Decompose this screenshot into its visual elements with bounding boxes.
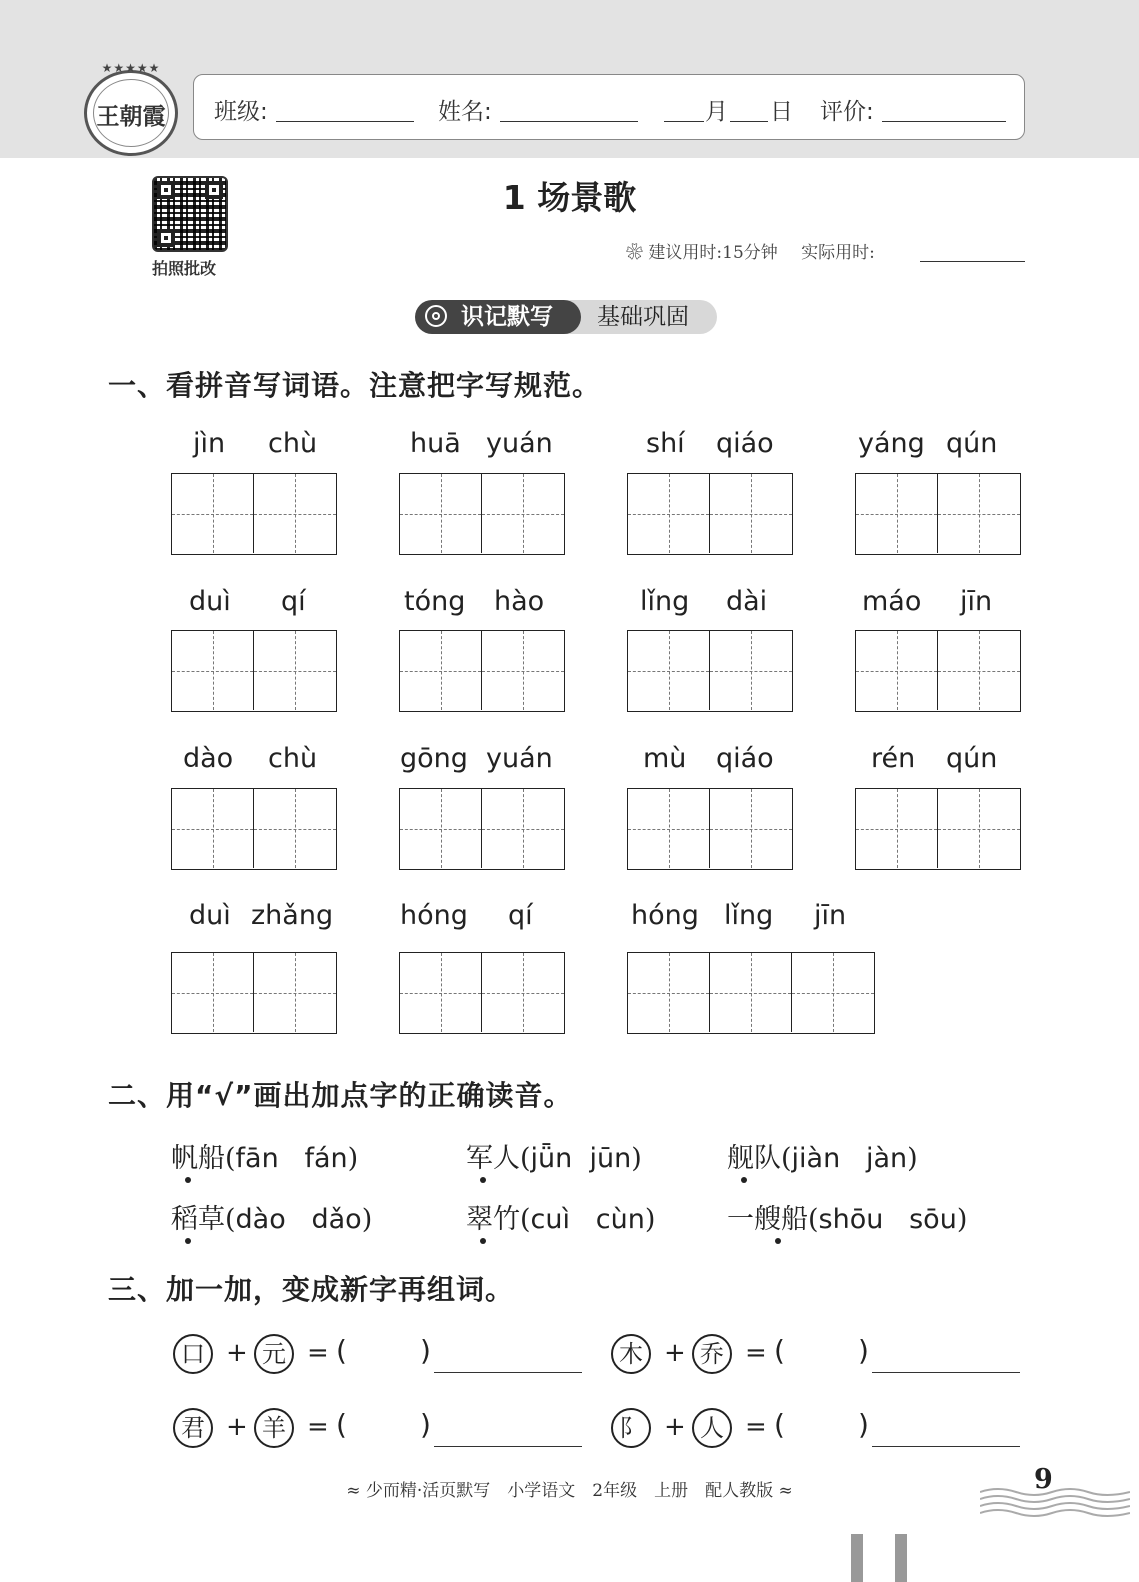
day-field[interactable] [730, 121, 768, 122]
footer-text: ≈ 少而精·活页默写 小学语文 2年级 上册 配人教版 ≈ [346, 1481, 793, 1501]
answer-line[interactable] [872, 1446, 1020, 1447]
answer-line[interactable] [872, 1372, 1020, 1373]
section2-heading: 二、用“√”画出加点字的正确读音。 [108, 1079, 573, 1112]
name-label: 姓名: [438, 99, 492, 125]
pinyin: qún [946, 428, 998, 459]
medal-icon [425, 305, 447, 327]
logo-stars: ★★★★★ [101, 61, 161, 75]
pinyin: máo [862, 586, 922, 617]
equals-sign: = [745, 1338, 767, 1368]
page-title: 1 场景歌 [502, 178, 637, 217]
publisher-logo [84, 61, 178, 156]
option[interactable]: jǖn [530, 1143, 573, 1174]
char-circle: 乔 [692, 1334, 732, 1374]
pinyin: yáng [858, 428, 925, 459]
char-circle: 木 [611, 1334, 651, 1374]
writing-grid[interactable] [171, 473, 337, 555]
pinyin: mù [643, 743, 687, 774]
reading-item: 稻草(dào dǎo) [171, 1204, 373, 1235]
pinyin: qí [508, 900, 533, 931]
option[interactable]: shōu [818, 1204, 884, 1235]
pinyin: huā [410, 428, 461, 459]
close-paren: ) [420, 1408, 431, 1441]
pinyin: jìn [193, 428, 226, 459]
day-label: 日 [770, 99, 793, 125]
char-circle: 羊 [254, 1408, 294, 1448]
open-paren: ( [774, 1408, 785, 1441]
pinyin: yuán [486, 428, 553, 459]
answer-line[interactable] [434, 1372, 582, 1373]
evaluation-label: 评价: [820, 99, 874, 125]
writing-grid[interactable] [171, 952, 337, 1034]
section1-heading: 一、看拼音写词语。注意把字写规范。 [108, 369, 602, 402]
writing-grid[interactable] [855, 473, 1021, 555]
writing-grid[interactable] [399, 788, 565, 870]
pinyin: dào [183, 743, 234, 774]
option[interactable]: fán [304, 1143, 348, 1174]
binding-tab [851, 1534, 863, 1582]
writing-grid[interactable] [399, 630, 565, 712]
equals-sign: = [307, 1338, 329, 1368]
emphasis-dot [741, 1177, 747, 1183]
reading-item: 一艘船(shōu sōu) [727, 1204, 968, 1235]
month-label: 月 [705, 99, 728, 125]
plus-sign: + [226, 1338, 248, 1368]
pinyin: qún [946, 743, 998, 774]
pinyin: qiáo [716, 428, 774, 459]
pinyin: chù [268, 743, 318, 774]
qr-label: 拍照批改 [152, 259, 217, 278]
pinyin: gōng [400, 743, 468, 774]
emphasis-dot [185, 1177, 191, 1183]
close-paren: ) [858, 1408, 869, 1441]
pinyin: qiáo [716, 743, 774, 774]
reading-item: 翠竹(cuì cùn) [466, 1204, 656, 1235]
char-circle: 人 [692, 1408, 732, 1448]
close-paren: ) [420, 1334, 431, 1367]
char-circle: 阝 [611, 1408, 651, 1448]
binding-tab [895, 1534, 907, 1582]
pinyin: shí [646, 428, 685, 459]
pinyin: qí [281, 586, 306, 617]
option[interactable]: jūn [589, 1143, 632, 1174]
char-circle: 君 [173, 1408, 213, 1448]
open-paren: ( [336, 1408, 347, 1441]
suggested-time: 建议用时:15分钟 [648, 243, 778, 263]
pinyin: jīn [960, 586, 993, 617]
pinyin: chù [268, 428, 318, 459]
pinyin: hóng [400, 900, 468, 931]
pinyin: hào [494, 586, 545, 617]
month-field[interactable] [664, 121, 704, 122]
class-field[interactable] [276, 121, 414, 122]
pinyin: hóng [631, 900, 699, 931]
pinyin: lǐng [724, 900, 774, 931]
student-info-box [193, 74, 1025, 140]
logo-text: 王朝霞 [96, 103, 166, 130]
writing-grid[interactable] [627, 473, 793, 555]
char-circle: 口 [173, 1334, 213, 1374]
emphasis-dot [480, 1238, 486, 1244]
open-paren: ( [336, 1334, 347, 1367]
option[interactable]: fān [235, 1143, 279, 1174]
emphasis-dot [480, 1177, 486, 1183]
option[interactable]: cùn [595, 1204, 645, 1235]
plus-sign: + [664, 1338, 686, 1368]
close-paren: ) [858, 1334, 869, 1367]
writing-grid[interactable] [855, 788, 1021, 870]
pinyin: jīn [814, 900, 847, 931]
banner-light: 基础巩固 [565, 300, 717, 334]
section3-heading: 三、加一加，变成新字再组词。 [108, 1273, 515, 1306]
pinyin: tóng [404, 586, 466, 617]
banner-dark: 识记默写 [415, 300, 581, 334]
option[interactable]: dào [235, 1204, 286, 1235]
equals-sign: = [307, 1412, 329, 1442]
writing-grid[interactable] [627, 952, 875, 1034]
page-number: 9 [1034, 1464, 1053, 1495]
char-circle: 元 [254, 1334, 294, 1374]
emphasis-dot [775, 1238, 781, 1244]
plus-sign: + [226, 1412, 248, 1442]
reading-item: 帆船(fān fán) [171, 1143, 359, 1174]
writing-grid[interactable] [399, 473, 565, 555]
option[interactable]: sōu [909, 1204, 957, 1235]
pinyin: yuán [486, 743, 553, 774]
actual-time-field[interactable] [920, 261, 1025, 262]
actual-time-label: 实际用时: [801, 243, 875, 263]
writing-grid[interactable] [627, 630, 793, 712]
plus-sign: + [664, 1412, 686, 1442]
option[interactable]: jàn [865, 1143, 908, 1174]
pinyin: rén [871, 743, 916, 774]
class-label: 班级: [214, 99, 268, 125]
name-field[interactable] [500, 121, 638, 122]
writing-grid[interactable] [855, 630, 1021, 712]
pinyin: zhǎng [251, 900, 334, 931]
clover-icon: ❀ [626, 243, 643, 263]
equals-sign: = [745, 1412, 767, 1442]
pinyin: dài [726, 586, 768, 617]
writing-grid[interactable] [627, 788, 793, 870]
pinyin: duì [189, 586, 231, 617]
reading-item: 舰队(jiàn jàn) [727, 1143, 918, 1174]
option[interactable]: jiàn [791, 1143, 841, 1174]
writing-grid[interactable] [171, 788, 337, 870]
answer-line[interactable] [434, 1446, 582, 1447]
option[interactable]: dǎo [311, 1204, 362, 1235]
writing-grid[interactable] [399, 952, 565, 1034]
writing-grid[interactable] [171, 630, 337, 712]
emphasis-dot [185, 1238, 191, 1244]
wave-decoration-icon [980, 1484, 1130, 1518]
pinyin: duì [189, 900, 231, 931]
open-paren: ( [774, 1334, 785, 1367]
reading-item: 军人(jǖn jūn) [466, 1143, 642, 1174]
pinyin: lǐng [640, 586, 690, 617]
evaluation-field[interactable] [882, 121, 1006, 122]
timing-info [626, 238, 875, 263]
option[interactable]: cuì [530, 1204, 571, 1235]
